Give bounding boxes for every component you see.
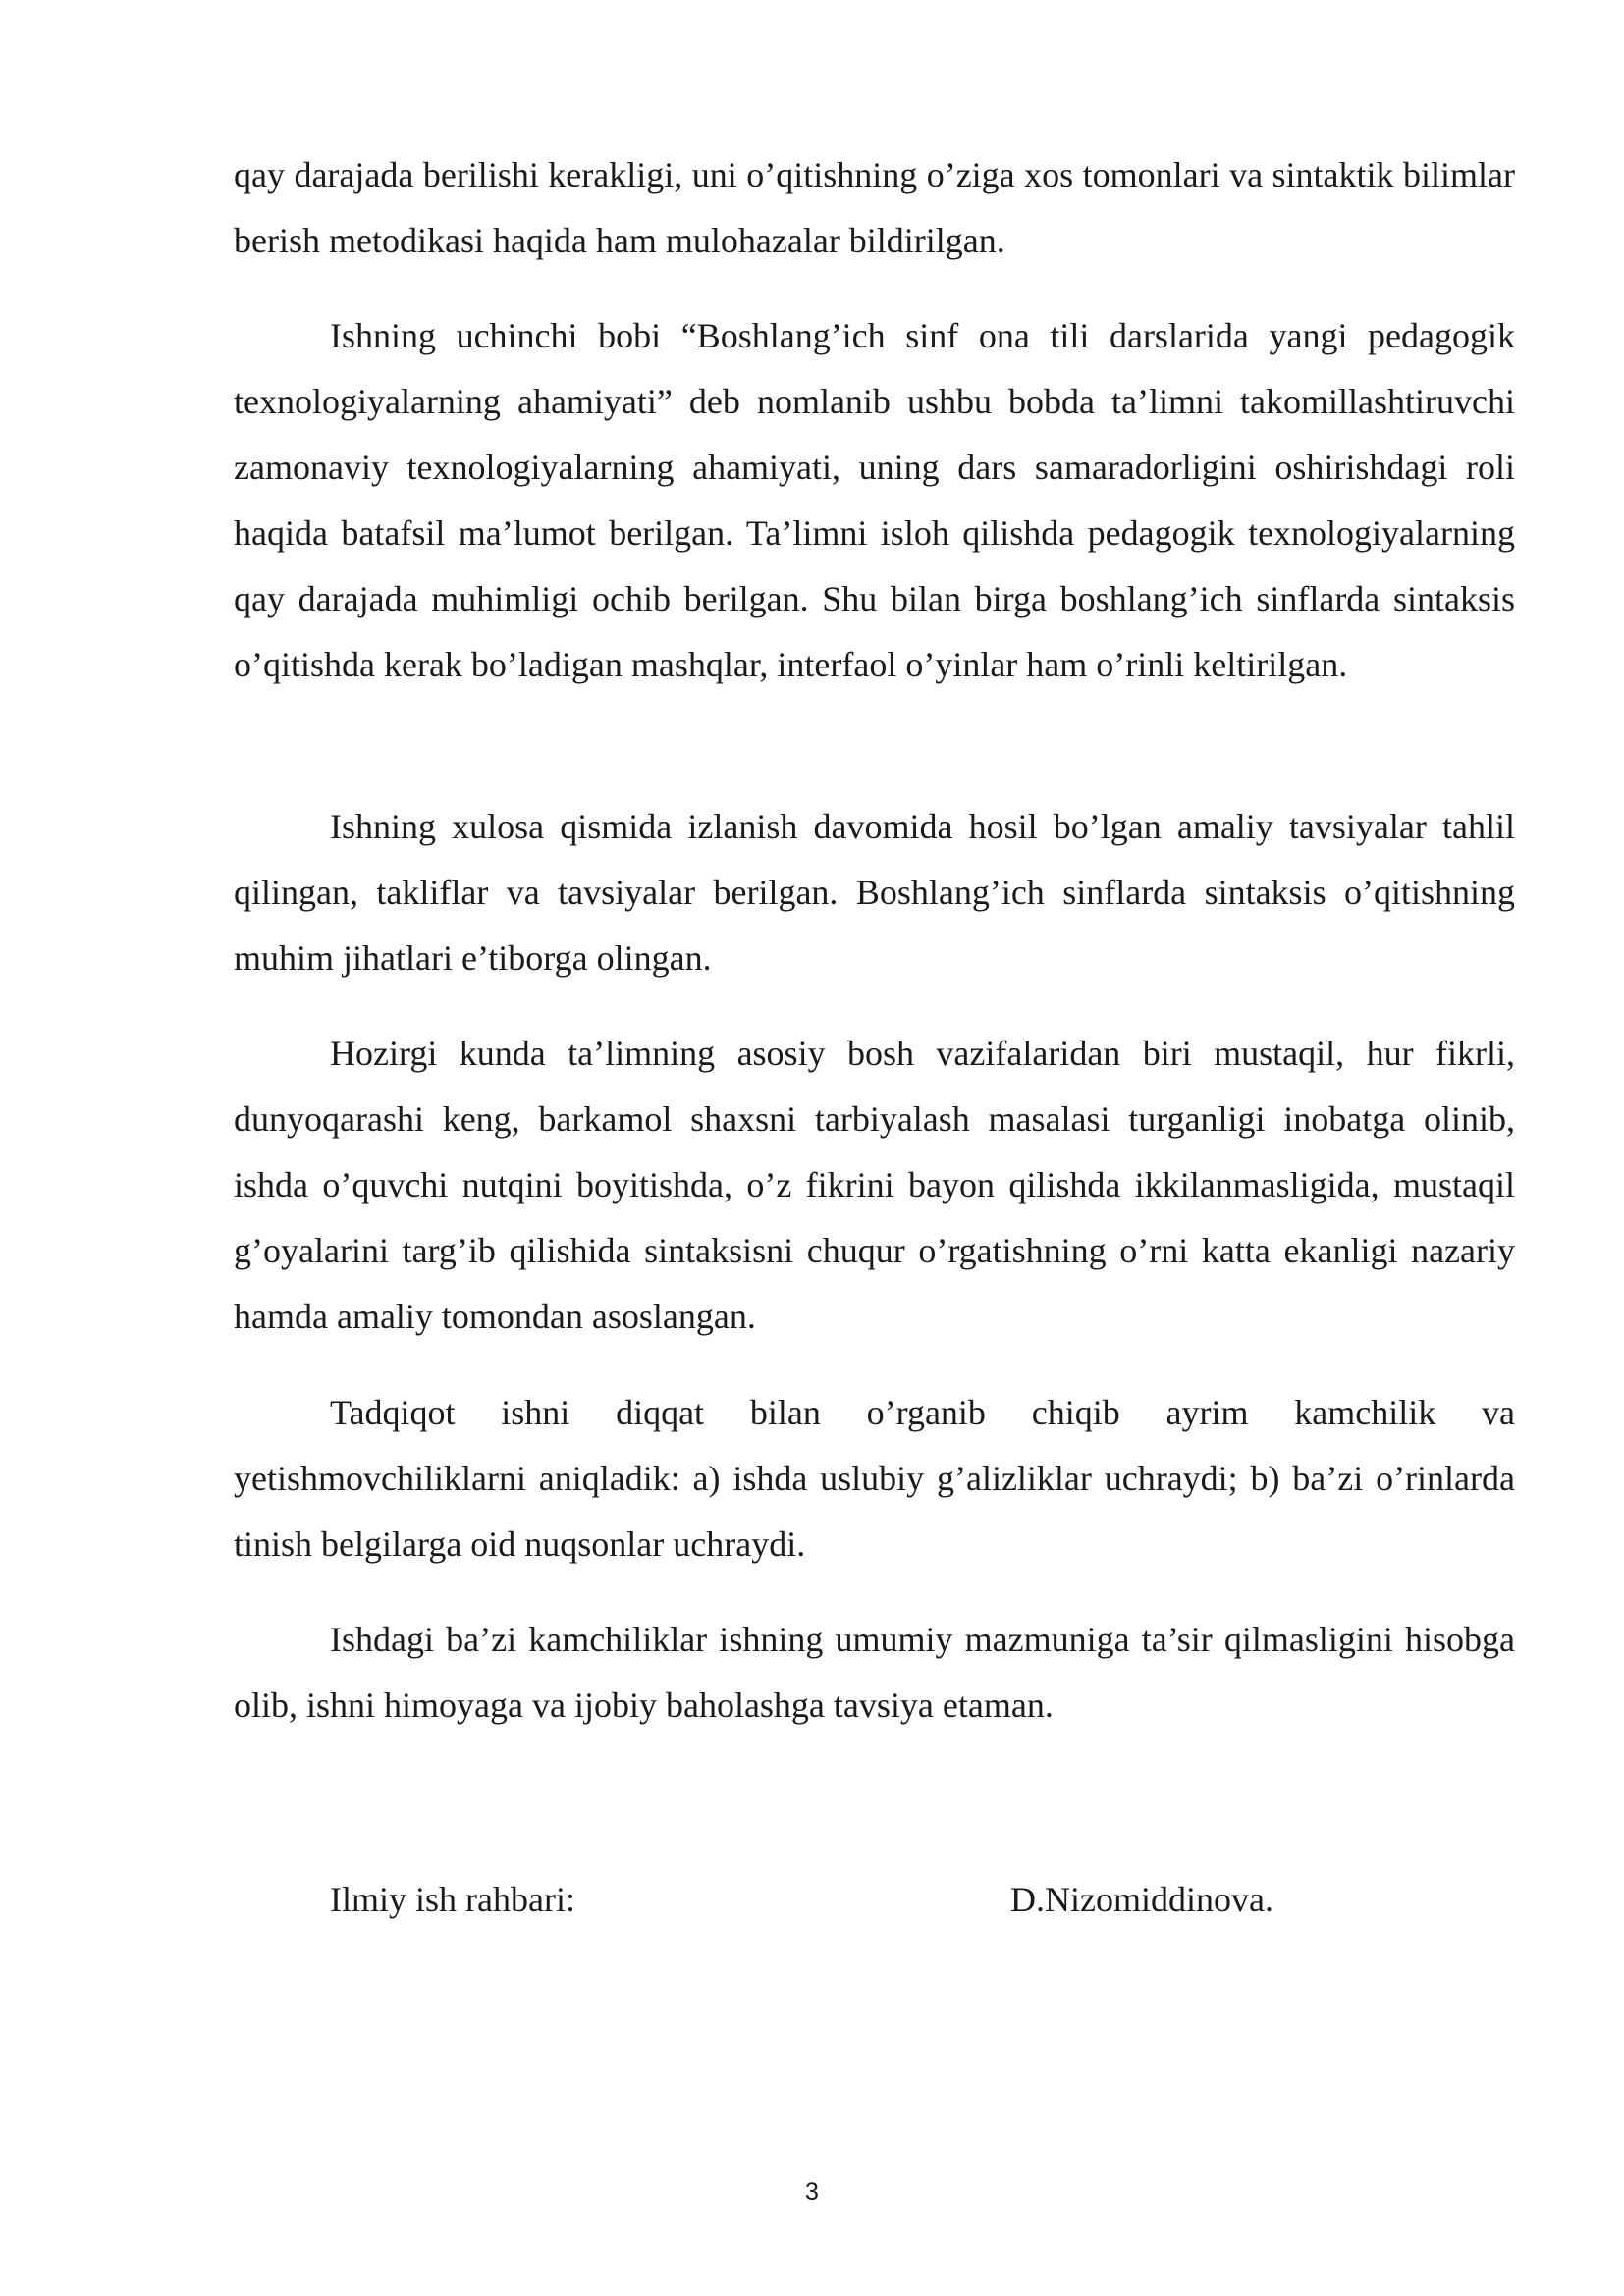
paragraph-text: Ishdagi ba’zi kamchiliklar ishning umumiy mazmuniga ta’sir qilmasligini hisobga olib, ishni himoyaga va ijobiy baholashga tavsiya etaman. (234, 1620, 1515, 1725)
page-number: 3 (805, 2178, 819, 2206)
paragraph-shortcomings (234, 1380, 1515, 1577)
paragraph-relevance (234, 1021, 1515, 1350)
paragraph-conclusion-section (234, 794, 1515, 991)
paragraph-text: qay darajada berilishi kerakligi, uni o’qitishning o’ziga xos tomonlari va sintaktik bilimlar berish metodikasi haqida ham mulohazalar bildirilgan. (234, 155, 1515, 260)
paragraph-text: Tadqiqot ishni diqqat bilan o’rganib chiqib ayrim kamchilik va yetishmovchiliklarni aniqladik: a) ishda uslubiy g’alizliklar uchraydi; b) ba’zi o’rinlarda tinish belgilarga oid nuqsonlar uchraydi. (234, 1393, 1515, 1564)
paragraph-continuation (234, 142, 1515, 274)
signature-name: D.Nizomiddinova. (1010, 1880, 1273, 1919)
paragraph-text: Ishning uchinchi bobi “Boshlang’ich sinf ona tili darslarida yangi pedagogik texnologiyalarning ahamiyati” deb nomlanib ushbu bobda ta’limni takomillashtiruvchi zamonaviy texnologiyalarning ahamiyati, uning dars samaradorligini oshirishdagi roli haqida batafsil ma’lumot berilgan. Ta’limni isloh qilishda pedagogik texnologiyalarning qay darajada muhimligi ochib berilgan. Shu bilan birga boshlang’ich sinflarda sintaksis o’qitishda kerak bo’ladigan mashqlar, interfaol o’yinlar ham o’rinli keltirilgan. (234, 316, 1515, 684)
paragraph-recommendation (234, 1607, 1515, 1738)
signature-label: Ilmiy ish rahbari: (330, 1880, 575, 1919)
paragraph-text: Ishning xulosa qismida izlanish davomida hosil bo’lgan amaliy tavsiyalar tahlil qilingan, takliflar va tavsiyalar berilgan. Boshlang’ich sinflarda sintaksis o’qitishning muhim jihatlari e’tiborga olingan. (234, 807, 1515, 978)
paragraph-text: Hozirgi kunda ta’limning asosiy bosh vazifalaridan biri mustaqil, hur fikrli, dunyoqarashi keng, barkamol shaxsni tarbiyalash masalasi turganligi inobatga olinib, ishda o’quvchi nutqini boyitishda, o’z fikrini bayon qilishda ikkilanmasligida, mustaqil g’oyalarini targ’ib qilishida sintaksisni chuqur o’rgatishning o’rni katta ekanligi nazariy hamda amaliy tomondan asoslangan. (234, 1034, 1515, 1336)
paragraph-third-chapter (234, 303, 1515, 698)
